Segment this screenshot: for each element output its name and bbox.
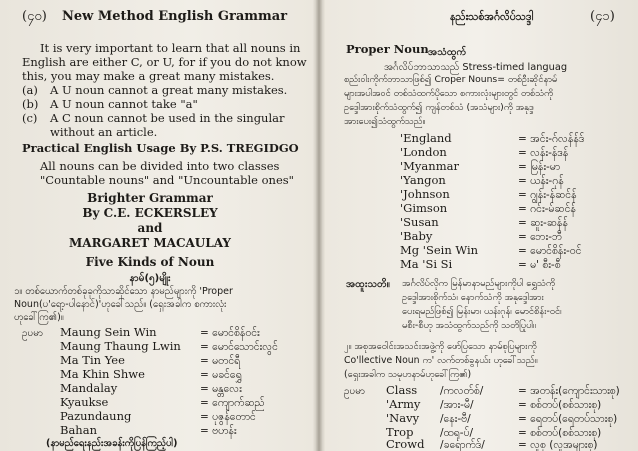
pair-mm-8: = ဘေး-ဘီ: [518, 231, 563, 243]
pair-en-10: Ma 'Si Si: [400, 257, 453, 271]
example-name-3: Ma Tin Yee: [60, 353, 125, 367]
rule-b-text: A U noun cannot take "a": [50, 97, 198, 111]
example-name-7: Pazundaung: [60, 409, 132, 423]
right-page: [322, 0, 638, 451]
pair-en-9: Mg 'Sein Win: [400, 243, 479, 257]
collective-line-3: (ရှေးအခါက သမုဟနာမ်ဟုခေါ်ကြ၏): [344, 369, 472, 380]
example-name-4: Ma Khin Shwe: [60, 367, 145, 381]
intro-line-2: English are either C, or U, for if you do not know: [22, 55, 307, 69]
pair-en-8: 'Baby: [400, 229, 433, 243]
example-name-5: Mandalay: [60, 381, 118, 395]
right-running-head: နည်းသစ်အင်္ဂလိပ်သဒ္ဒါ: [450, 11, 534, 23]
collective-en-4: Trop: [386, 425, 414, 439]
pair-mm-1: = အင်း-ဂ်လန်န်ဒ်: [518, 133, 585, 145]
proper-line-4: ဥဒ္ဒေါအားစိုက်သံထွက်၍ ကျန်တစ်သံ (အသံများ)ကို အနုဒ္ဒ: [344, 102, 534, 113]
rule-b-label: (b): [22, 97, 39, 111]
book-and: and: [137, 221, 163, 235]
example-mm-6: = ကျောက်ဆည်: [200, 397, 265, 409]
collective-en-2: 'Army: [386, 397, 421, 411]
example-name-2: Maung Thaung Lwin: [60, 339, 181, 353]
section-title-mm: နာမ်(၅)မျိုး: [129, 273, 171, 284]
collective-mm-3: = ရေတပ်(ရေတပ်သားစု): [518, 413, 618, 425]
left-footer-note: (နာမည်ရေးနည်းအခန်းကိုပြန်ကြည့်ပါ): [46, 438, 178, 449]
pair-mm-7: = ဆူး-ဆန်န်: [518, 217, 568, 229]
pair-mm-5: = ဂျွန်း-န်ဆင်န်: [518, 189, 577, 201]
left-example-label: ဥပမာ: [22, 328, 44, 339]
section-title: Five Kinds of Noun: [85, 255, 215, 269]
proper-intro-line-1: ၁။ တစ်ယောက်တစ်ခုခုကိုသာဆိုင်သော နာမည်များကို 'Proper: [14, 286, 233, 297]
notes-line-4: မစီး-စီဟု အသံထွက်သည်ကို သတိပြုပါ။: [402, 320, 536, 331]
pair-en-5: 'Johnson: [400, 187, 450, 201]
collective-line-2: Co'llective Noun က' လက်တစ်ခွနယ်း ဟုခေါ်သည်။: [344, 355, 538, 366]
proper-intro-line-3: ဟုခေါ်ကြ၏)။: [14, 312, 64, 323]
pair-mm-2: = လန်း-န်ဒန်: [518, 147, 569, 159]
collective-en-5: Crowd: [386, 437, 425, 451]
intro-line-3: this, you may make a great many mistakes.: [22, 69, 275, 83]
proper-line-3: များအပါအဝင် တစ်သံထက်ပိုသော စကားလုံးများတွင် တစ်သံကို: [344, 88, 553, 99]
pair-en-2: 'London: [400, 145, 447, 159]
pair-mm-3: = မြန်း-မာ: [518, 161, 561, 173]
notes-line-1: အင်္ဂလိပ်လိုက မြန်မာနာမည်များကိုပါ ရွှေသံကို: [402, 278, 555, 289]
rule-c-continued: without an article.: [50, 125, 158, 139]
left-page-number: (၄၀): [22, 9, 47, 24]
example-mm-5: = မန္တလေး: [200, 383, 242, 395]
collective-pron-1: /ကလတ်စ်/: [440, 385, 484, 397]
pair-mm-9: = မောင်စိန်း-ဝင်: [518, 245, 582, 257]
book-author-2: MARGARET MACAULAY: [69, 236, 231, 250]
example-mm-2: = မောင်သောင်းလွင်: [200, 341, 278, 353]
practical-line-2: "Countable nouns" and "Uncountable ones": [40, 173, 294, 187]
example-mm-8: = ဗဟန်း: [200, 425, 237, 437]
collective-en-3: 'Navy: [386, 411, 420, 425]
collective-pron-5: /ခရောက်ဒ်/: [440, 439, 485, 451]
pair-en-7: 'Susan: [400, 215, 439, 229]
collective-mm-1: = အတန်း(ကျောင်းသားစု): [518, 385, 620, 397]
example-mm-4: = မခင်ရွှေ: [200, 369, 242, 381]
example-mm-7: = ပုဇွန်တောင်: [200, 411, 256, 423]
practical-line-1: All nouns can be divided into two classes: [40, 159, 280, 173]
rule-a-label: (a): [22, 83, 38, 97]
rule-c-text: A C noun cannot be used in the singular: [50, 111, 285, 125]
pair-en-3: 'Myanmar: [400, 159, 459, 173]
pair-en-4: 'Yangon: [400, 173, 446, 187]
proper-noun-heading: Proper Noun: [346, 42, 429, 56]
proper-intro-line-2: Noun(ပ'ရော့-ပါနောင်)'ဟုခေါ်သည်။ (ရှေးအခါက စကားလုံး: [14, 299, 227, 310]
proper-line-1: အင်္ဂလိပ်ဘာသာသည် Stress-timed languag: [384, 62, 568, 73]
collective-en-1: Class: [386, 383, 418, 397]
right-example-label: ဥပမာ: [344, 386, 366, 397]
collective-pron-3: /နေး-ဗီ/: [440, 413, 471, 425]
book-title: Brighter Grammar: [87, 191, 213, 205]
pair-mm-10: = မ' စီး-စီ: [518, 259, 561, 271]
intro-line-1: It is very important to learn that all nouns in: [40, 41, 301, 55]
collective-mm-4: = စစ်တပ်(စစ်သားစု): [518, 427, 602, 439]
pair-en-1: 'England: [400, 131, 452, 145]
collective-mm-5: = လူစု (လူအများစု): [518, 439, 598, 451]
notes-label: အထူးသတိ။: [346, 279, 390, 290]
pair-mm-6: = ဂင်း-မ်ဆင်န်: [518, 203, 576, 215]
example-name-1: Maung Sein Win: [60, 325, 157, 339]
collective-pron-4: /ထရု-ပ်/: [440, 427, 474, 439]
proper-noun-heading-mm: အသံထွက်: [428, 47, 467, 58]
example-name-6: Kyaukse: [60, 395, 109, 409]
left-page: [0, 0, 318, 451]
collective-line-1: ၂။ အစုအဝေါင်းအသင်းအဖွဲ့ကို ဖော်ပြသော နာမ်စုပြများကို: [344, 341, 537, 352]
pair-en-6: 'Gimson: [400, 201, 448, 215]
rule-a-text: A U noun cannot a great many mistakes.: [50, 83, 288, 97]
collective-pron-2: /အား-မီ/: [440, 399, 474, 411]
notes-line-3: ပေးရမည်ဖြစ်၍ မြန်းမာ၊ ယန်းဂုန်၊ မောင်စိန်း-ဝင်၊: [402, 306, 562, 317]
example-mm-3: = မတင်ရီ: [200, 355, 241, 367]
example-mm-1: = မောင်စိန်ဝင်း: [200, 327, 260, 339]
left-running-head: New Method English Grammar: [62, 9, 288, 24]
proper-line-2: စည်းဝါးကိုက်ဘာသာဖြစ်၍ Croper Nouns= တစ်ဦးဆိုင်နာမ်: [344, 74, 558, 85]
practical-heading: Practical English Usage By P.S. TREGIDGO: [22, 141, 299, 155]
pair-mm-4: = ယန်း-ဂုန်: [518, 175, 564, 187]
right-page-number: (၄၁): [590, 9, 615, 24]
book-author-1: By C.E. ECKERSLEY: [82, 206, 218, 220]
proper-line-5: အားပေး၍သံထွက်သည်။: [344, 116, 426, 127]
notes-line-2: ဥဒ္ဒေါအားစိုက်သံ၊ နောက်သံကို အနုဒ္ဒေါအား: [402, 292, 544, 303]
example-name-8: Bahan: [60, 423, 97, 437]
rule-c-label: (c): [22, 111, 38, 125]
collective-mm-2: = စစ်တပ်(စစ်သားစု): [518, 399, 602, 411]
